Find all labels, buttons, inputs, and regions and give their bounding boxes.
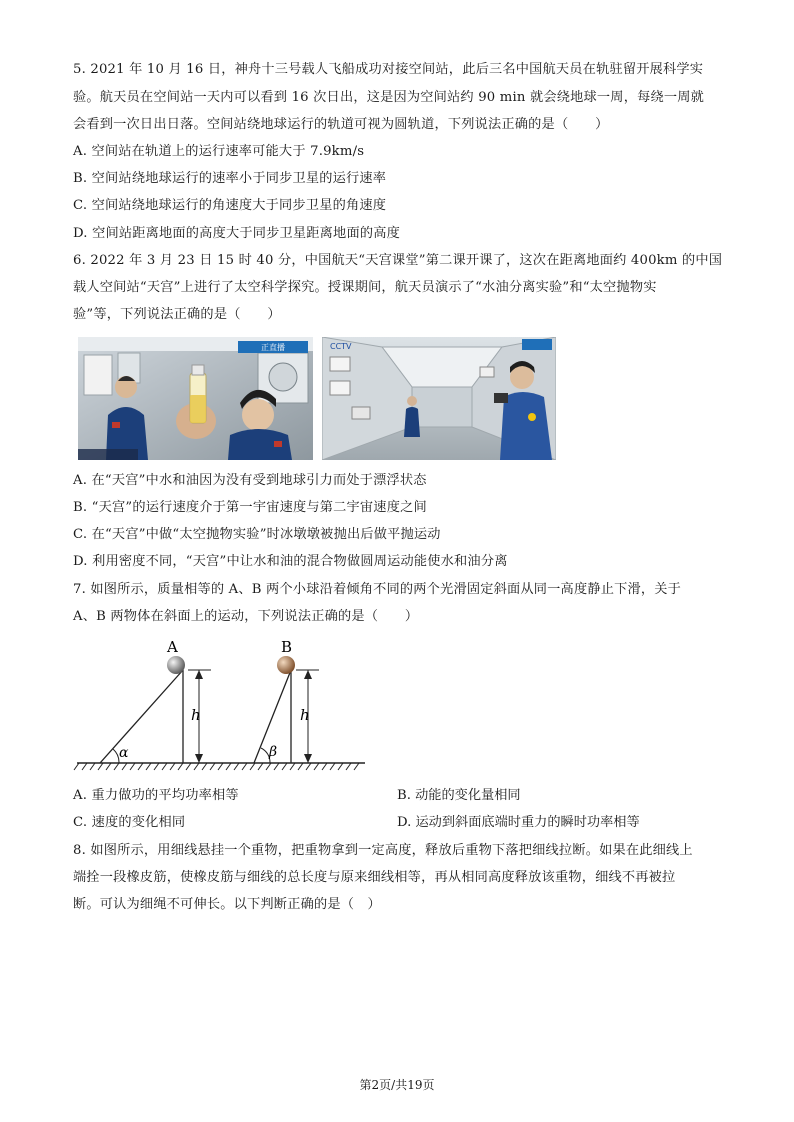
- q5-stem-line-1: 5. 2021 年 10 月 16 日，神舟十三号载人飞船成功对接空间站，此后三名中国航天员在轨驻留开展科学实: [73, 62, 704, 77]
- incline-diagram: [73, 636, 373, 780]
- incline-a-slope: [100, 670, 183, 763]
- q7-stem-line-1: 7. 如图所示，质量相等的 A、B 两个小球沿着倾角不同的两个光滑固定斜面从同一高度静止下滑，关于: [73, 582, 682, 597]
- q5-option-b: B. 空间站绕地球运行的速率小于同步卫星的运行速率: [73, 171, 387, 186]
- ball-a-label: A: [167, 638, 178, 656]
- height-label-b: h: [300, 706, 310, 724]
- ground-hatching: [74, 763, 359, 770]
- q6-option-c: C. 在“天宫”中做“太空抛物实验”时冰墩墩被抛出后做平抛运动: [73, 527, 441, 542]
- ball-b-label: B: [281, 638, 293, 656]
- q5-option-c: C. 空间站绕地球运行的角速度大于同步卫星的角速度: [73, 198, 387, 213]
- tiangong-photo-right: [322, 337, 556, 460]
- q8-stem-line-3: 断。可认为细绳不可伸长。以下判断正确的是（ ）: [73, 897, 381, 912]
- ball-a: [167, 656, 185, 674]
- q6-stem-line-3: 验”等，下列说法正确的是（ ）: [73, 307, 281, 322]
- q6-option-d: D. 利用密度不同，“天宫”中让水和油的混合物做圆周运动能使水和油分离: [73, 554, 508, 569]
- q6-option-b: B. “天宫”的运行速度介于第一宇宙速度与第二宇宙速度之间: [73, 500, 427, 515]
- q5-stem-line-3: 会看到一次日出日落。空间站绕地球运行的轨道可视为圆轨道，下列说法正确的是（ ）: [73, 117, 609, 132]
- q7-option-a: A. 重力做功的平均功率相等: [73, 788, 239, 803]
- broadcast-badge-left: 正直播: [261, 343, 285, 352]
- q7-option-d: D. 运动到斜面底端时重力的瞬时功率相等: [397, 815, 640, 830]
- q6-stem-line-1: 6. 2022 年 3 月 23 日 15 时 40 分，中国航天“天宫课堂”第二课开课了，这次在距离地面约 400km 的中国: [73, 253, 723, 268]
- angle-alpha-label: α: [119, 745, 129, 761]
- q8-stem-line-2: 端拴一段橡皮筋，使橡皮筋与细线的总长度与原来细线相等，再从相同高度释放该重物，细线不再被拉: [73, 870, 676, 885]
- q8-stem-line-1: 8. 如图所示，用细线悬挂一个重物，把重物拿到一定高度，释放后重物下落把细线拉断。如果在此细线上: [73, 843, 693, 858]
- q5-option-d: D. 空间站距离地面的高度大于同步卫星距离地面的高度: [73, 226, 400, 241]
- q6-stem-line-2: 载人空间站“天宫”上进行了太空科学探究。授课期间，航天员演示了“水油分离实验”和“太空抛物实: [73, 280, 657, 295]
- q7-stem-line-2: A、B 两物体在斜面上的运动，下列说法正确的是（ ）: [73, 609, 419, 624]
- angle-beta-label: β: [269, 744, 278, 760]
- cctv-logo: CCTV: [330, 342, 352, 351]
- q6-option-a: A. 在“天宫”中水和油因为没有受到地球引力而处于漂浮状态: [73, 473, 427, 488]
- q5-option-a: A. 空间站在轨道上的运行速率可能大于 7.9km/s: [73, 144, 365, 159]
- ball-b: [277, 656, 295, 674]
- height-label-a: h: [191, 706, 201, 724]
- q7-option-b: B. 动能的变化量相同: [397, 788, 521, 803]
- q7-option-c: C. 速度的变化相同: [73, 815, 186, 830]
- page-number: 第2页/共19页: [359, 1078, 435, 1092]
- q5-stem-line-2: 验。航天员在空间站一天内可以看到 16 次日出，这是因为空间站约 90 min 就会绕地球一周，每绕一周就: [73, 90, 705, 105]
- tiangong-photo-left: [78, 337, 313, 460]
